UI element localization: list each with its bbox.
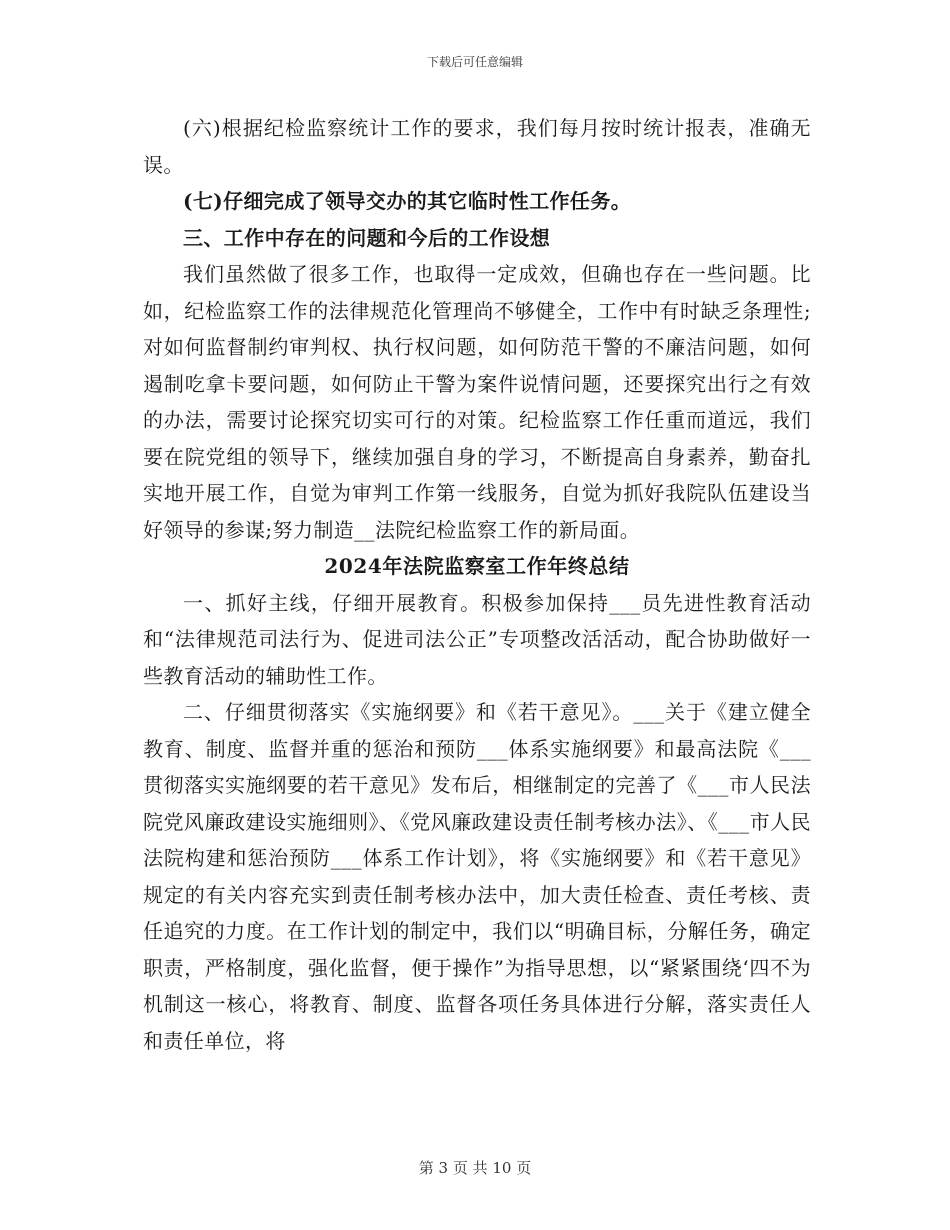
section-heading-problems: 三、工作中存在的问题和今后的工作设想 — [183, 225, 551, 250]
paragraph-section-1: 一、抓好主线，仔细开展教育。积极参加保持___员先进性教育活动和“法律规范司法行为、促进司法公正”专项整改活活动，配合协助做好一些教育活动的辅助性工作。 — [143, 590, 811, 688]
page-footer: 第 3 页 共 10 页 — [418, 1159, 532, 1177]
paragraph-section-2: 二、仔细贯彻落实《实施纲要》和《若干意见》。___关于《建立健全教育、制度、监督并重的惩治和预防___体系实施纲要》和最高法院《___贯彻落实实施纲要的若干意见》发布后，相继制定的完善了《___市人民法院党风廉政建设实施细则》、《党风廉政建设责任制考核办法》、《___市人民法院构建和惩治预防___体系工作计划》，将《实施纲要》和《若干意见》规定的有关内容充实到责任制考核办法中，加大责任检查、责任考核、责任追究的力度。在工作计划的制定中，我们以“明确目标，分解任务，确定职责，严格制度，强化监督，便于操作”为指导思想，以“紧紧围绕‘四不为机制这一核心，将教育、制度、监督各项任务具体进行分解，落实责任人和责任单位，将 — [143, 700, 811, 1053]
paragraph-item-6: (六)根据纪检监察统计工作的要求，我们每月按时统计报表，准确无误。 — [143, 116, 811, 177]
paragraph-item-7: (七)仔细完成了领导交办的其它临时性工作任务。 — [183, 189, 632, 213]
document-title: 2024年法院监察室工作年终总结 — [324, 554, 630, 578]
paragraph-problems-body: 我们虽然做了很多工作，也取得一定成效，但确也存在一些问题。比如，纪检监察工作的法律规范化管理尚不够健全，工作中有时缺乏条理性;对如何监督制约审判权、执行权问题，如何防范干警的不廉洁问题，如何遏制吃拿卡要问题，如何防止干警为案件说情问题，还要探究出行之有效的办法，需要讨论探究切实可行的对策。纪检监察工作任重而道远，我们要在院党组的领导下，继续加强自身的学习，不断提高自身素养，勤奋扎实地开展工作，自觉为审判工作第一线服务，自觉为抓好我院队伍建设当好领导的参谋;努力制造__法院纪检监察工作的新局面。 — [143, 262, 811, 542]
document-body — [143, 110, 811, 1059]
page-header: 下载后可任意编辑 — [426, 55, 523, 69]
